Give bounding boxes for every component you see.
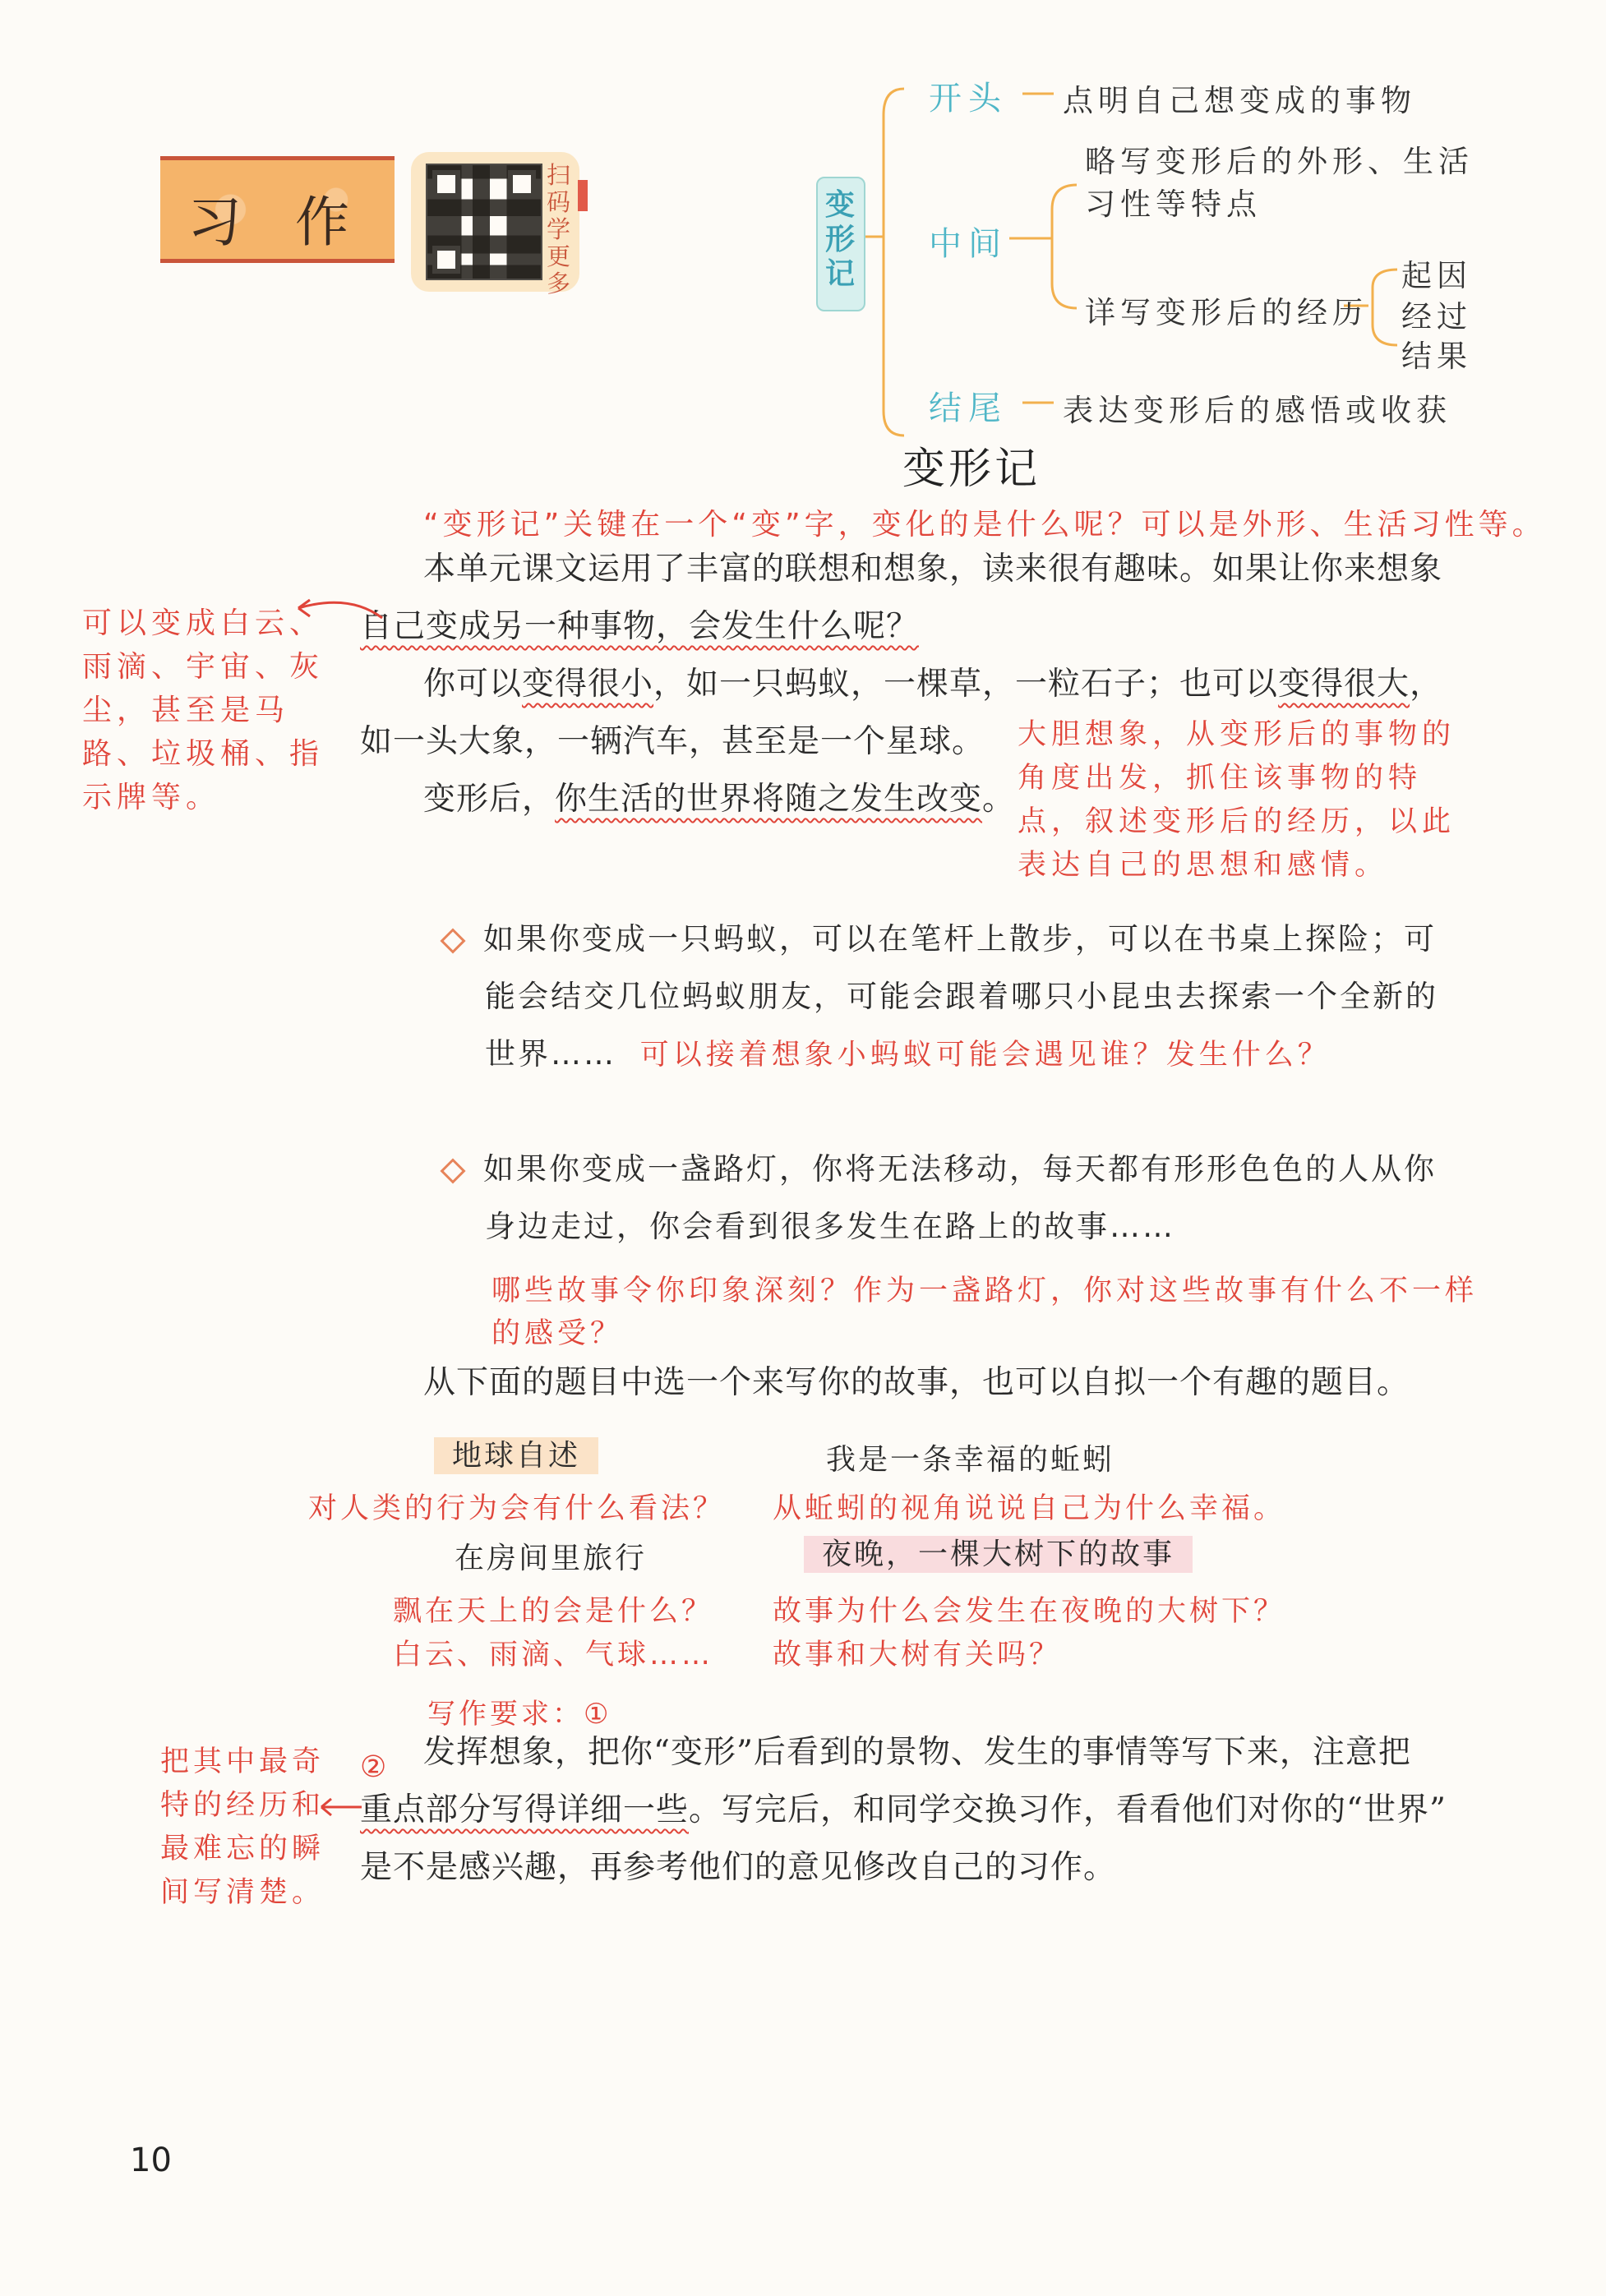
paragraph-4: 从下面的题目中选一个来写你的故事，也可以自拟一个有趣的题目。	[423, 1364, 1410, 1401]
paragraph-5-line-2: 重点部分写得详细一些。写完后，和同学交换习作，看看他们对你的“世界”	[360, 1791, 1447, 1828]
mindmap-middle-label: 中间	[929, 225, 1008, 263]
note-arrow-2	[316, 1796, 366, 1820]
mindmap-middle-item2: 详写变形后的经历	[1085, 295, 1368, 330]
topic-2-note: 从蚯蚓的视角说说自己为什么幸福。	[773, 1492, 1286, 1525]
topic-4: 夜晚，一棵大树下的故事	[804, 1531, 1193, 1573]
paragraph-2-line-1: 你可以变得很小，如一只蚂蚁，一棵草，一粒石子；也可以变得很大，	[423, 666, 1443, 703]
paragraph-5-line-3: 是不是感兴趣，再参考他们的意见修改自己的习作。	[360, 1849, 1117, 1886]
qr-caption: 扫码学更多	[547, 161, 571, 297]
right-note-1: 大胆想象，从变形后的事物的 角度出发，抓住该事物的特 点，叙述变形后的经历，以此 表达自己的思想和感情。	[1018, 718, 1456, 882]
note-arrow-1	[292, 593, 390, 626]
bullet-1-line-1: 如果你变成一只蚂蚁，可以在笔杆上散步，可以在书桌上探险；可	[444, 911, 1437, 968]
paragraph-5-line-1: 发挥想象，把你“变形”后看到的景物、发生的事情等写下来，注意把	[423, 1734, 1411, 1771]
topic-3: 在房间里旅行	[455, 1542, 648, 1575]
topic-1-note: 对人类的行为会有什么看法？	[308, 1492, 726, 1525]
mindmap-middle-sub1: 起因	[1401, 258, 1472, 293]
note-top: “变形记”关键在一个“变”字，变化的是什么呢？可以是外形、生活习性等。	[423, 508, 1546, 542]
mindmap-end-text: 表达变形后的感悟或收获	[1063, 393, 1451, 428]
topic-3-note-line-2: 白云、雨滴、气球……	[393, 1639, 714, 1671]
topic-1: 地球自述	[434, 1432, 598, 1474]
paragraph-3: 变形后，你生活的世界将随之发生改变。	[423, 781, 1016, 818]
mindmap-root: 变形记	[816, 177, 865, 311]
bullet-1-note: 可以接着想象小蚂蚁可能会遇见谁？发生什么？	[639, 1039, 1331, 1072]
bullet-2-note-line-1: 哪些故事令你印象深刻？作为一盏路灯，你对这些故事有什么不一样	[491, 1275, 1479, 1307]
page-number: 10	[130, 2142, 172, 2179]
mindmap-end-label: 结尾	[929, 390, 1008, 427]
article-title: 变形记	[902, 445, 1041, 494]
bullet-2-note-line-2: 的感受？	[491, 1317, 624, 1350]
mindmap-begin-text: 点明自己想变成的事物	[1063, 83, 1416, 118]
bullet-2-line-2: 身边走过，你会看到很多发生在路上的故事……	[485, 1209, 1175, 1244]
requirement-marker-2: ②	[360, 1750, 392, 1784]
paragraph-2-line-2: 如一头大象，一辆汽车，甚至是一个星球。	[360, 723, 985, 760]
section-title: 习 作	[187, 191, 367, 254]
topic-4-note-line-1: 故事为什么会发生在夜晚的大树下？	[773, 1595, 1286, 1628]
mindmap-begin-label: 开头	[929, 80, 1008, 118]
diamond-bullet-icon	[440, 928, 465, 953]
bullet-1-line-2: 能会结交几位蚂蚁朋友，可能会跟着哪只小昆虫去探索一个全新的	[485, 979, 1438, 1014]
topic-4-note-line-2: 故事和大树有关吗？	[773, 1639, 1062, 1671]
left-note-2: 把其中最奇 特的经历和 最难忘的瞬 间写清楚。	[160, 1745, 325, 1909]
bullet-2-line-1: 如果你变成一盏路灯，你将无法移动，每天都有形形色色的人从你	[444, 1141, 1437, 1198]
mindmap-middle-item1-line1: 略写变形后的外形、生活	[1085, 144, 1474, 179]
topic-2: 我是一条幸福的蚯蚓	[826, 1443, 1115, 1477]
mindmap-middle-sub2: 经过	[1401, 299, 1472, 334]
diamond-bullet-icon	[440, 1158, 465, 1183]
topic-3-note-line-1: 飘在天上的会是什么？	[393, 1595, 714, 1628]
requirement-label: 写作要求：①	[427, 1698, 612, 1731]
paragraph-1-line-1: 本单元课文运用了丰富的联想和想象，读来很有趣味。如果让你来想象	[423, 551, 1443, 588]
left-note-1: 可以变成白云、 雨滴、宇宙、灰 尘，甚至是马 路、垃圾桶、指 示牌等。	[82, 606, 325, 814]
mindmap-middle-sub3: 结果	[1401, 339, 1472, 374]
paragraph-1-line-2: 自己变成另一种事物，会发生什么呢？	[360, 608, 920, 645]
mindmap-middle-item1-line2: 习性等特点	[1085, 187, 1262, 222]
bullet-1-line-3: 世界…… 可以接着想象小蚂蚁可能会遇见谁？发生什么？	[485, 1036, 1331, 1072]
